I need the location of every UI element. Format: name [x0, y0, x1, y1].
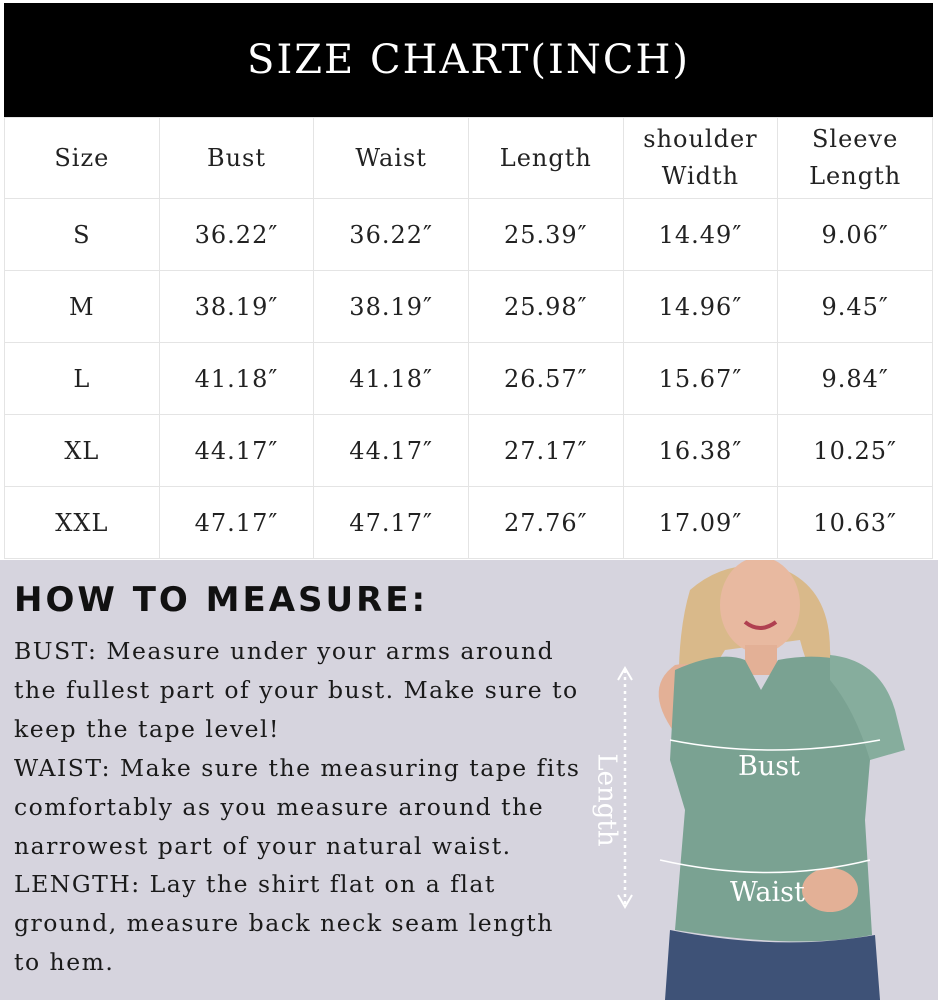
- table-row: [5, 343, 933, 415]
- cell-size: S: [5, 199, 160, 271]
- length-label: Length: [591, 753, 622, 847]
- header-waist: Waist: [314, 118, 469, 199]
- cell-bust: 38.19″: [159, 271, 314, 343]
- cell-bust: 47.17″: [159, 487, 314, 559]
- model-face: [720, 560, 800, 653]
- bust-label: Bust: [738, 751, 800, 782]
- table-row: [5, 271, 933, 343]
- size-chart-title: SIZE CHART(INCH): [4, 3, 933, 117]
- waist-instruction: WAIST: Make sure the measuring tape fits comfortably as you measure around the narrowest part of your natural waist.: [14, 753, 581, 860]
- cell-size: L: [5, 343, 160, 415]
- cell-waist: 36.22″: [314, 199, 469, 271]
- header-length: Length: [468, 118, 623, 199]
- cell-size: M: [5, 271, 160, 343]
- cell-waist: 41.18″: [314, 343, 469, 415]
- cell-shoulder-width: 14.49″: [623, 199, 778, 271]
- cell-size: XXL: [5, 487, 160, 559]
- cell-shoulder-width: 17.09″: [623, 487, 778, 559]
- header-shoulder-width: shoulder Width: [623, 118, 778, 199]
- header-sleeve-length: Sleeve Length: [778, 118, 933, 199]
- how-to-measure-title: HOW TO MEASURE:: [14, 580, 429, 620]
- length-instruction: LENGTH: Lay the shirt flat on a flat ground, measure back neck seam length to hem.: [14, 870, 554, 977]
- cell-waist: 47.17″: [314, 487, 469, 559]
- table-row: [5, 487, 933, 559]
- cell-sleeve-length: 10.25″: [778, 415, 933, 487]
- cell-sleeve-length: 9.45″: [778, 271, 933, 343]
- cell-shoulder-width: 14.96″: [623, 271, 778, 343]
- cell-shoulder-width: 15.67″: [623, 343, 778, 415]
- cell-length: 25.98″: [468, 271, 623, 343]
- cell-size: XL: [5, 415, 160, 487]
- cell-sleeve-length: 10.63″: [778, 487, 933, 559]
- table-header-row: [5, 118, 933, 199]
- how-to-measure-panel: [0, 560, 938, 1000]
- cell-waist: 44.17″: [314, 415, 469, 487]
- cell-waist: 38.19″: [314, 271, 469, 343]
- size-chart-table: [4, 117, 933, 559]
- bust-instruction: BUST: Measure under your arms around the fullest part of your bust. Make sure to keep the tape level!: [14, 637, 579, 743]
- cell-length: 26.57″: [468, 343, 623, 415]
- cell-bust: 36.22″: [159, 199, 314, 271]
- cell-bust: 44.17″: [159, 415, 314, 487]
- model-right-hand: [802, 868, 858, 912]
- cell-bust: 41.18″: [159, 343, 314, 415]
- waist-label: Waist: [730, 877, 805, 908]
- measure-instructions: [14, 632, 584, 982]
- cell-shoulder-width: 16.38″: [623, 415, 778, 487]
- header-size: Size: [5, 118, 160, 199]
- header-bust: Bust: [159, 118, 314, 199]
- table-row: [5, 415, 933, 487]
- cell-length: 25.39″: [468, 199, 623, 271]
- cell-sleeve-length: 9.06″: [778, 199, 933, 271]
- table-row: [5, 199, 933, 271]
- cell-length: 27.76″: [468, 487, 623, 559]
- cell-sleeve-length: 9.84″: [778, 343, 933, 415]
- cell-length: 27.17″: [468, 415, 623, 487]
